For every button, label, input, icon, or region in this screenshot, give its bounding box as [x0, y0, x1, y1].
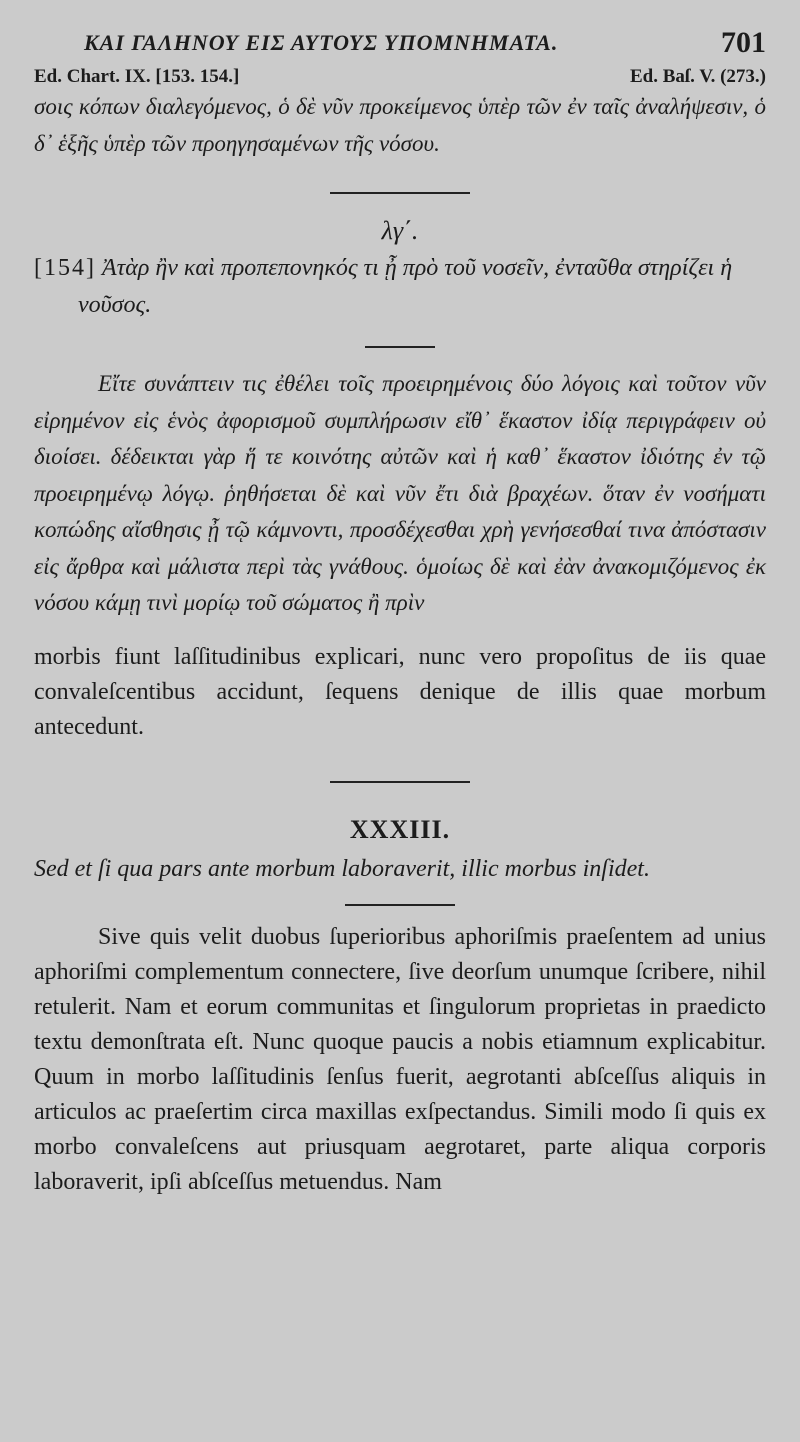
greek-intro-text: σοις κόπων διαλεγόμενος, ὁ δὲ νῦν προκείμενος ὑπὲρ τῶν ἐν ταῖς ἀναλήψεσιν, ὁ δ᾽ ἑξῆς ὑπὲρ τῶν προηγησαμένων τῆς νόσου. [34, 94, 766, 156]
greek-section-numeral: λγ΄. [381, 216, 419, 245]
edition-reference-line [34, 66, 766, 88]
edition-right: Ed. Baſ. V. (273.) [629, 66, 766, 87]
edition-left: Ed. Chart. IX. [153. 154.] [34, 66, 240, 87]
greek-commentary: Εἴτε συνάπτειν τις ἐθέλει τοῖς προειρημένοις δύο λόγοις καὶ τοῦτον νῦν εἰρημένον εἰς ἑνὸς ἀφορισμοῦ συμπλήρωσιν εἴθ᾽ ἕκαστον ἰδίᾳ περιγράφειν οὐ διοίσει. δέδεικται γὰρ ἥ τε κοινότης αὐτῶν καὶ ἡ καθ᾽ ἕκαστον ἰδιότης ἐν τῷ προειρημένῳ λόγῳ. ῥηθήσεται δὲ καὶ νῦν ἔτι διὰ βραχέων. ὅταν ἐν νοσήματι κοπώδης αἴσθησις ᾖ τῷ κάμνοντι, προσδέχεσθαι χρὴ γενήσεσθαί τινα ἀπόστασιν εἰς ἄρθρα καὶ μάλιστα περὶ τὰς γνάθους. ὁμοίως δὲ καὶ ἐὰν ἀνακομιζόμενος ἐκ νόσου κάμῃ τινὶ μορίῳ τοῦ σώματος ἢ πρὶν [34, 371, 766, 615]
section-divider [330, 781, 470, 783]
latin-commentary: Sive quis velit duobus ſuperioribus aphoriſmis praeſentem ad unius aphoriſmi complementum connectere, ſive deorſum unumque ſcribere, nihil retulerit. Nam et eorum communitas et ſingulorum proprietas in praedicto textu demonſtrata eſt. Nunc quoque paucis a nobis etiamnum explicabitur. Quum in morbo laſſitudinis ſenſus fuerit, aegrotanti abſceſſus aliquis in articulos ac praeſertim circa maxillas exſpectandus. Simili modo ſi quis ex morbo convaleſcens aut priusquam aegrotaret, parte aliqua corporis laboraverit, ipſi abſceſſus metuendus. Nam [34, 923, 766, 1195]
page-number: 701 [721, 26, 766, 59]
aphorism-divider [345, 904, 455, 906]
section-divider [330, 192, 470, 194]
latin-aphorism: Sed et ſi qua pars ante morbum laboraverit, illic morbus inſidet. [34, 855, 650, 882]
running-head [34, 22, 766, 64]
aphorism-divider [365, 346, 435, 348]
running-title: ΚΑΙ ΓΑΛΗΝΟΥ ΕΙΣ ΑΥΤΟΥΣ ΥΠΟΜΝΗΜΑΤΑ. [84, 30, 559, 55]
greek-aphorism [34, 250, 766, 324]
latin-section-numeral: XXXIII. [349, 814, 451, 844]
page-bracket-number: [154] [34, 255, 96, 281]
latin-intro-text: morbis fiunt laſſitudinibus explicari, nunc vero propoſitus de iis quae convaleſcentibus accidunt, ſequens denique de illis quae morbum antecedunt. [34, 643, 766, 740]
greek-aphorism-text: Ἀτὰρ ἢν καὶ προπεπονηκός τι ᾖ πρὸ τοῦ νοσεῖν, ἐνταῦθα στηρίζει ἡ νοῦσος. [78, 255, 733, 318]
